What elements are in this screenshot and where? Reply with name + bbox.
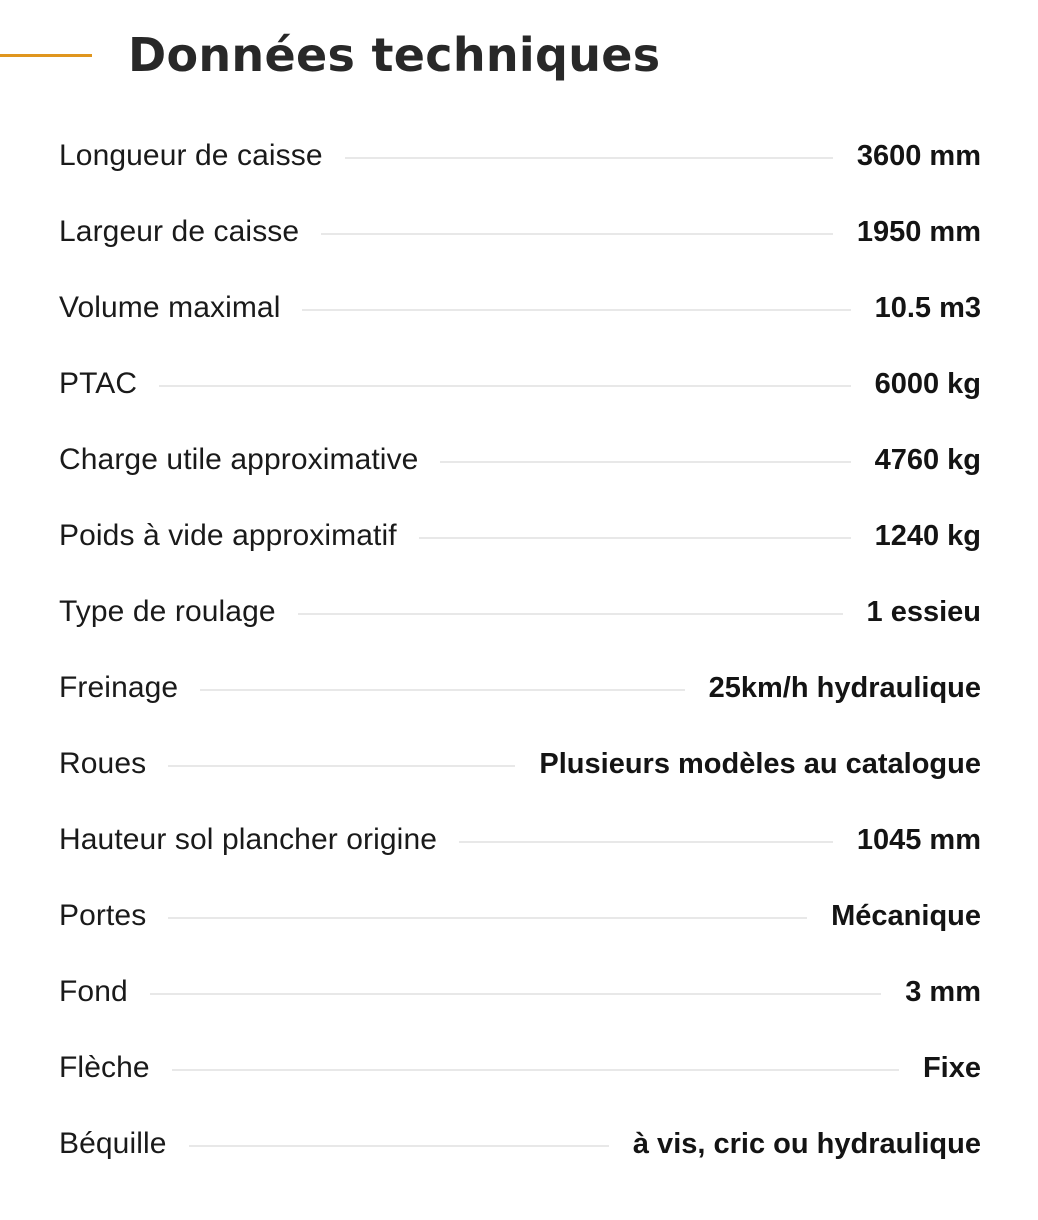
spec-value: 6000 kg xyxy=(874,367,981,400)
spec-divider xyxy=(419,537,851,539)
spec-row-poids-a-vide xyxy=(59,498,981,574)
spec-value: 1240 kg xyxy=(874,519,981,552)
spec-value: 10.5 m3 xyxy=(874,291,981,324)
spec-label: Béquille xyxy=(59,1127,167,1160)
spec-row-hauteur-sol-plancher xyxy=(59,802,981,878)
spec-value: Mécanique xyxy=(831,899,981,932)
spec-row-largeur-de-caisse xyxy=(59,194,981,270)
spec-label: Roues xyxy=(59,747,147,780)
spec-list xyxy=(59,118,981,1182)
spec-value: à vis, cric ou hydraulique xyxy=(632,1127,981,1160)
spec-label: Largeur de caisse xyxy=(59,215,300,248)
spec-row-fleche xyxy=(59,1030,981,1106)
spec-divider xyxy=(321,233,833,235)
page-title: Données techniques xyxy=(128,28,661,82)
spec-row-portes xyxy=(59,878,981,954)
spec-divider xyxy=(345,157,833,159)
spec-value: 1 essieu xyxy=(866,595,981,628)
spec-value: 1045 mm xyxy=(856,823,981,856)
spec-row-type-de-roulage xyxy=(59,574,981,650)
spec-label: Portes xyxy=(59,899,147,932)
spec-value: 4760 kg xyxy=(874,443,981,476)
spec-label: Longueur de caisse xyxy=(59,139,323,172)
spec-row-longueur-de-caisse xyxy=(59,118,981,194)
spec-label: Poids à vide approximatif xyxy=(59,519,397,552)
spec-divider xyxy=(172,1069,899,1071)
spec-divider xyxy=(200,689,684,691)
spec-divider xyxy=(302,309,850,311)
spec-row-bequille xyxy=(59,1106,981,1182)
spec-divider xyxy=(298,613,843,615)
spec-label: Freinage xyxy=(59,671,179,704)
accent-line xyxy=(0,54,92,57)
spec-label: Hauteur sol plancher origine xyxy=(59,823,438,856)
spec-row-roues xyxy=(59,726,981,802)
spec-label: Flèche xyxy=(59,1051,150,1084)
spec-row-freinage xyxy=(59,650,981,726)
spec-label: Volume maximal xyxy=(59,291,281,324)
spec-divider xyxy=(168,917,807,919)
spec-divider xyxy=(159,385,850,387)
spec-row-fond xyxy=(59,954,981,1030)
spec-value: Plusieurs modèles au catalogue xyxy=(539,747,981,780)
spec-row-ptac xyxy=(59,346,981,422)
spec-label: PTAC xyxy=(59,367,138,400)
spec-divider xyxy=(168,765,515,767)
spec-value: Fixe xyxy=(922,1051,981,1084)
spec-divider xyxy=(189,1145,609,1147)
spec-label: Type de roulage xyxy=(59,595,276,628)
spec-row-charge-utile xyxy=(59,422,981,498)
spec-divider xyxy=(459,841,833,843)
spec-label: Fond xyxy=(59,975,128,1008)
spec-divider xyxy=(440,461,850,463)
spec-value: 1950 mm xyxy=(856,215,981,248)
spec-value: 25km/h hydraulique xyxy=(708,671,981,704)
spec-divider xyxy=(150,993,881,995)
spec-value: 3600 mm xyxy=(856,139,981,172)
spec-value: 3 mm xyxy=(905,975,981,1008)
spec-label: Charge utile approximative xyxy=(59,443,419,476)
section-heading xyxy=(0,22,660,88)
spec-row-volume-maximal xyxy=(59,270,981,346)
